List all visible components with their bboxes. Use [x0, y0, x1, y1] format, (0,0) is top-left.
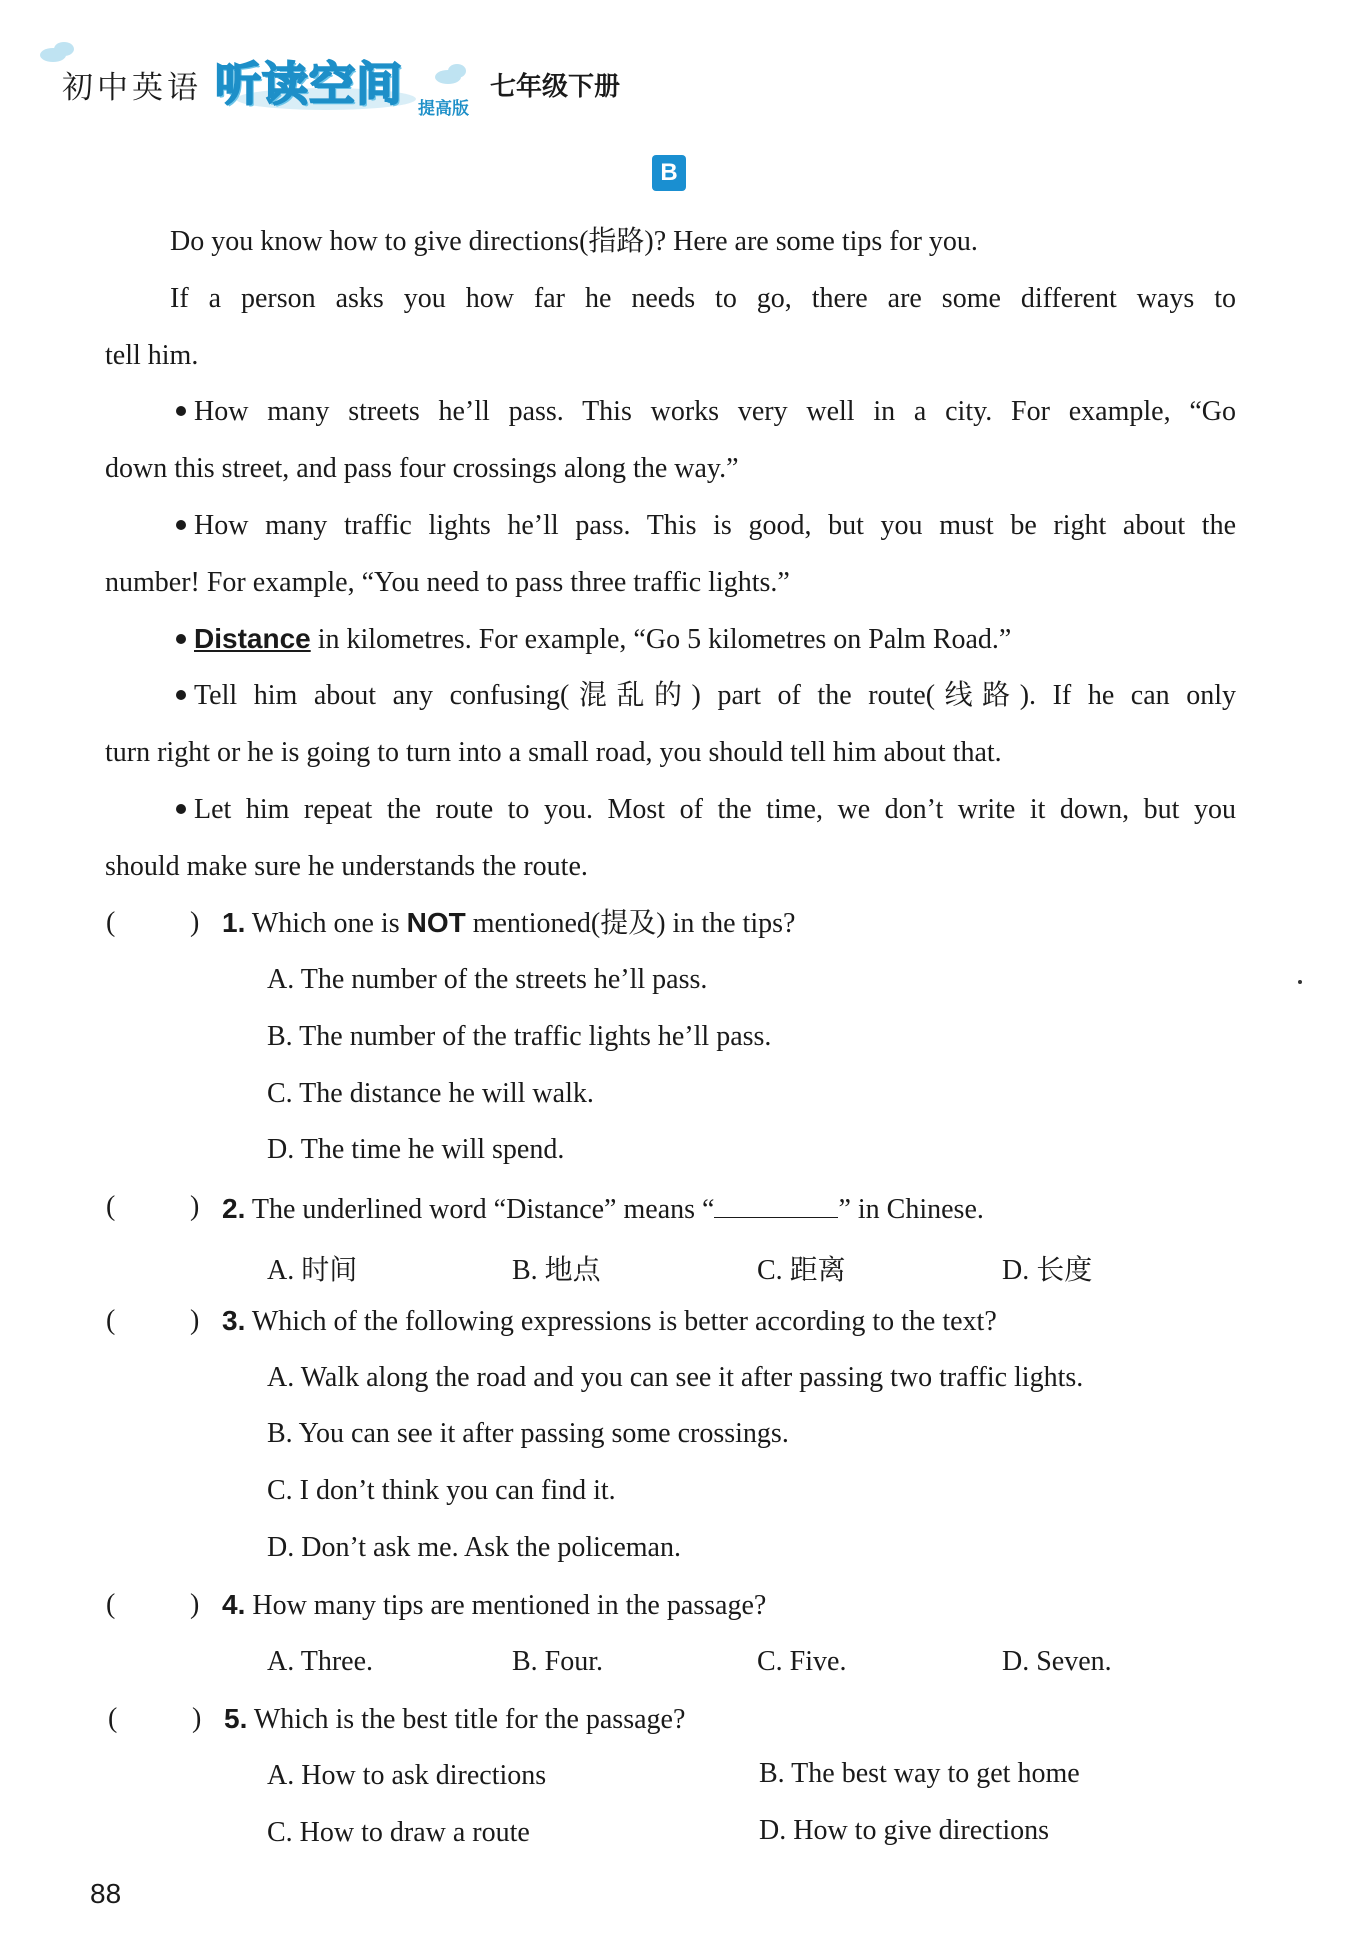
- option-2c[interactable]: C. 距离: [757, 1255, 846, 1286]
- bullet-icon: [176, 634, 186, 644]
- page-number: 88: [90, 1878, 122, 1909]
- option-3b[interactable]: B. You can see it after passing some crossings.: [267, 1418, 789, 1449]
- print-speck: [1298, 980, 1302, 984]
- option-3c[interactable]: C. I don’t think you can find it.: [267, 1475, 616, 1506]
- edition-label: 提高版: [418, 99, 469, 119]
- grade-label: 七年级下册: [490, 72, 621, 102]
- answer-paren-close: ): [190, 1191, 200, 1222]
- option-4c[interactable]: C. Five.: [757, 1646, 847, 1677]
- bullet-icon: [176, 690, 186, 700]
- tip-3: Distance in kilometres. For example, “Go 5 kilometres on Palm Road.”: [176, 623, 1011, 656]
- bullet-icon: [176, 804, 186, 814]
- question-4: 4. How many tips are mentioned in the passage?: [222, 1589, 767, 1621]
- option-1a[interactable]: A. The number of the streets he’ll pass.: [267, 964, 708, 995]
- option-4a[interactable]: A. Three.: [267, 1646, 373, 1677]
- option-5b[interactable]: B. The best way to get home: [759, 1758, 1080, 1789]
- cloud-decoration: [54, 42, 74, 56]
- option-2d[interactable]: D. 长度: [1002, 1255, 1093, 1286]
- option-2a[interactable]: A. 时间: [267, 1255, 358, 1286]
- option-1c[interactable]: C. The distance he will walk.: [267, 1078, 594, 1109]
- passage-line: should make sure he understands the route.: [105, 851, 588, 882]
- answer-paren-open: (: [106, 1305, 116, 1336]
- answer-paren-close: ): [190, 907, 200, 938]
- cloud-decoration: [448, 64, 466, 78]
- answer-paren-close: ): [190, 1589, 200, 1620]
- option-3a[interactable]: A. Walk along the road and you can see it after passing two traffic lights.: [267, 1362, 1084, 1393]
- option-2b[interactable]: B. 地点: [512, 1255, 601, 1286]
- answer-paren-open: (: [106, 1191, 116, 1222]
- tip-2: How many traffic lights he’ll pass. This is good, but you must be right about the: [176, 510, 1236, 542]
- option-5c[interactable]: C. How to draw a route: [267, 1817, 530, 1848]
- passage-line: tell him.: [105, 340, 199, 371]
- option-4b[interactable]: B. Four.: [512, 1646, 604, 1677]
- passage-intro: Do you know how to give directions(指路)? Here are some tips for you.: [170, 226, 978, 257]
- option-5a[interactable]: A. How to ask directions: [267, 1760, 547, 1791]
- series-title: 初中英语: [62, 70, 202, 106]
- question-1: 1. Which one is NOT mentioned(提及) in the tips?: [222, 907, 796, 939]
- passage-line: turn right or he is going to turn into a small road, you should tell him about that.: [105, 737, 1002, 768]
- option-5d[interactable]: D. How to give directions: [759, 1815, 1050, 1846]
- option-4d[interactable]: D. Seven.: [1002, 1646, 1112, 1677]
- tip-1: How many streets he’ll pass. This works very well in a city. For example, “Go: [176, 396, 1236, 428]
- answer-paren-open: (: [106, 1589, 116, 1620]
- section-badge: B: [652, 155, 686, 191]
- passage-line: number! For example, “You need to pass three traffic lights.”: [105, 567, 790, 598]
- question-2: 2. The underlined word “Distance” means “ ” in Chinese.: [222, 1193, 984, 1225]
- tip-4: Tell him about any confusing(混乱的) part of the route(线路). If he can only: [176, 680, 1236, 712]
- answer-paren-close: ): [192, 1703, 202, 1734]
- option-1d[interactable]: D. The time he will spend.: [267, 1134, 565, 1165]
- bullet-icon: [176, 520, 186, 530]
- series-logo: 听读空间: [215, 57, 403, 111]
- option-1b[interactable]: B. The number of the traffic lights he’ll pass.: [267, 1021, 772, 1052]
- answer-blank[interactable]: [714, 1191, 838, 1218]
- question-5: 5. Which is the best title for the passage?: [224, 1703, 686, 1735]
- passage-line: If a person asks you how far he needs to go, there are some different ways to: [170, 283, 1236, 314]
- bullet-icon: [176, 406, 186, 416]
- page-header: [40, 38, 740, 128]
- option-3d[interactable]: D. Don’t ask me. Ask the policeman.: [267, 1532, 681, 1563]
- answer-paren-open: (: [108, 1703, 118, 1734]
- question-3: 3. Which of the following expressions is better according to the text?: [222, 1305, 997, 1337]
- answer-paren-open: (: [106, 907, 116, 938]
- tip-5: Let him repeat the route to you. Most of the time, we don’t write it down, but you: [176, 794, 1236, 826]
- answer-paren-close: ): [190, 1305, 200, 1336]
- underlined-word: Distance: [194, 623, 311, 654]
- passage-line: down this street, and pass four crossings along the way.”: [105, 453, 739, 484]
